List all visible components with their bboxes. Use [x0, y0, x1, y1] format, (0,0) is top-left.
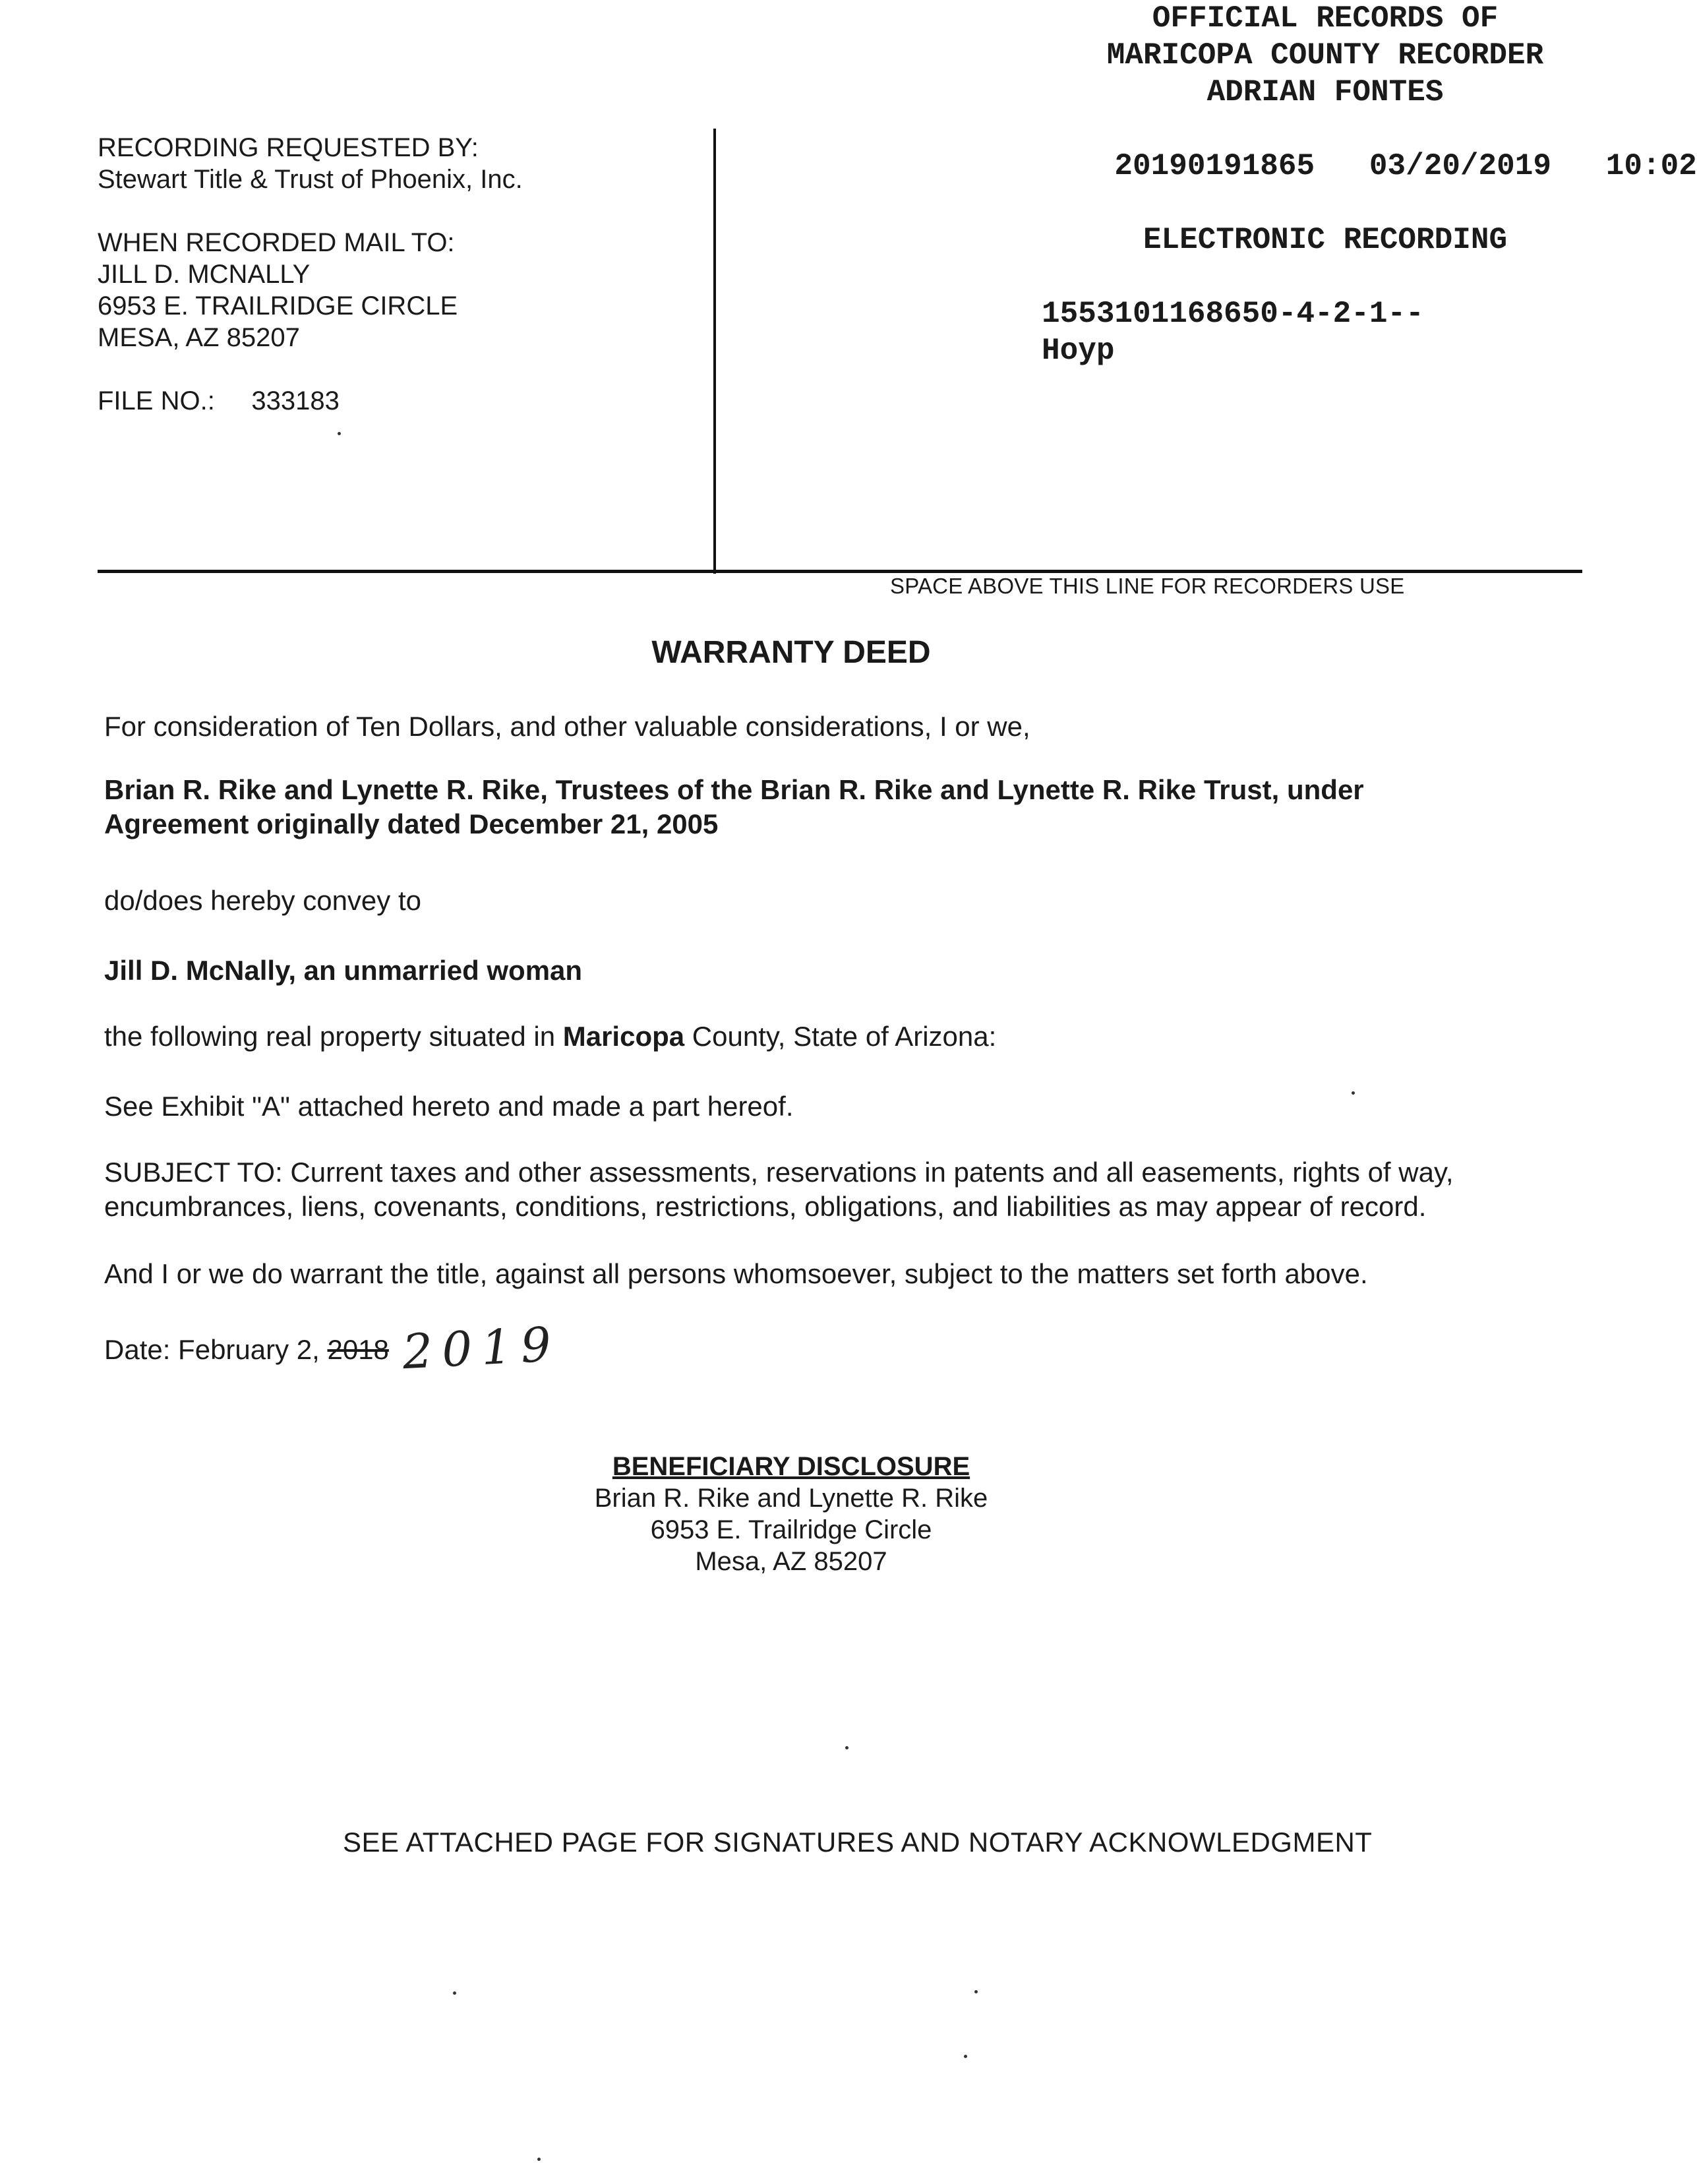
consideration-paragraph: For consideration of Ten Dollars, and other valuable considerations, I or we, — [104, 711, 1030, 742]
mail-to-city: MESA, AZ 85207 — [98, 323, 300, 352]
file-number-value: 333183 — [251, 386, 340, 415]
stamp-reference-number: 1553101168650-4-2-1-- — [1042, 297, 1424, 331]
beneficiary-city: Mesa, AZ 85207 — [695, 1547, 887, 1576]
date-label: Date: February 2, — [104, 1334, 328, 1365]
grantor-paragraph — [104, 773, 1594, 841]
stamp-line-recorder-name: ADRIAN FONTES — [1206, 75, 1444, 109]
speck — [845, 1746, 848, 1749]
stamp-line-electronic-recording: ELECTRONIC RECORDING — [1143, 223, 1508, 257]
date-line — [104, 1316, 1594, 1380]
property-paragraph — [104, 1019, 1594, 1054]
property-text-pre: the following real property situated in — [104, 1021, 563, 1052]
recorder-use-caption: SPACE ABOVE THIS LINE FOR RECORDERS USE — [890, 574, 1405, 598]
signatures-note: SEE ATTACHED PAGE FOR SIGNATURES AND NOTARY ACKNOWLEDGMENT — [343, 1827, 1373, 1858]
mail-to-street: 6953 E. TRAILRIDGE CIRCLE — [98, 291, 458, 320]
subject-to-line-2: encumbrances, liens, covenants, conditions, restrictions, obligations, and liabilities as may appear of record. — [104, 1191, 1427, 1222]
speck — [964, 2055, 967, 2058]
beneficiary-heading: BENEFICIARY DISCLOSURE — [612, 1452, 970, 1481]
file-number-label: FILE NO.: — [98, 386, 215, 415]
exhibit-paragraph: See Exhibit "A" attached hereto and made a part hereof. — [104, 1091, 794, 1122]
grantor-line-2: Agreement originally dated December 21, 2005 — [104, 808, 719, 839]
vertical-divider — [713, 129, 716, 574]
grantee-paragraph: Jill D. McNally, an unmarried woman — [104, 955, 583, 986]
warrant-paragraph: And I or we do warrant the title, against all persons whomsoever, subject to the matters set forth above. — [104, 1258, 1368, 1289]
grantor-line-1: Brian R. Rike and Lynette R. Rike, Trustees of the Brian R. Rike and Lynette R. Rike Trust, under — [104, 774, 1364, 805]
stamp-line-official-records: OFFICIAL RECORDS OF — [1152, 1, 1499, 36]
mail-to-name: JILL D. MCNALLY — [98, 260, 311, 289]
stamp-line-record-info — [1042, 111, 1697, 222]
speck — [1352, 1091, 1355, 1095]
beneficiary-names: Brian R. Rike and Lynette R. Rike — [594, 1484, 988, 1513]
speck — [974, 1990, 978, 1993]
speck — [338, 432, 341, 435]
property-text-post: County, State of Arizona: — [684, 1021, 997, 1052]
recorder-stamp — [1028, 0, 1697, 369]
speck — [453, 1991, 456, 1995]
recording-request-block — [98, 132, 523, 417]
property-county: Maricopa — [562, 1021, 685, 1052]
document-title: WARRANTY DEED — [651, 635, 931, 670]
stamp-record-time: 10:02 — [1605, 149, 1697, 183]
speck — [537, 2158, 541, 2161]
recording-requested-label: RECORDING REQUESTED BY: — [98, 133, 479, 162]
subject-to-paragraph — [104, 1155, 1594, 1224]
document-title-wrap — [0, 634, 1688, 671]
subject-to-line-1: SUBJECT TO: Current taxes and other assessments, reservations in patents and all easements, rights of way, — [104, 1157, 1454, 1188]
recorder-space-divider — [98, 570, 1582, 573]
convey-paragraph: do/does hereby convey to — [104, 885, 421, 916]
recording-requested-by: Stewart Title & Trust of Phoenix, Inc. — [98, 165, 523, 194]
mail-to-label: WHEN RECORDED MAIL TO: — [98, 228, 455, 257]
file-number — [98, 385, 523, 417]
date-handwritten-year: 2019 — [401, 1316, 562, 1380]
date-struck-year: 2018 — [327, 1334, 389, 1365]
stamp-record-number: 20190191865 — [1114, 149, 1315, 183]
beneficiary-disclosure — [0, 1451, 1688, 1577]
stamp-record-date: 03/20/2019 — [1369, 149, 1551, 183]
stamp-line-county-recorder: MARICOPA COUNTY RECORDER — [1106, 38, 1544, 73]
beneficiary-street: 6953 E. Trailridge Circle — [650, 1515, 932, 1544]
stamp-initials: Hoyp — [1042, 334, 1115, 368]
